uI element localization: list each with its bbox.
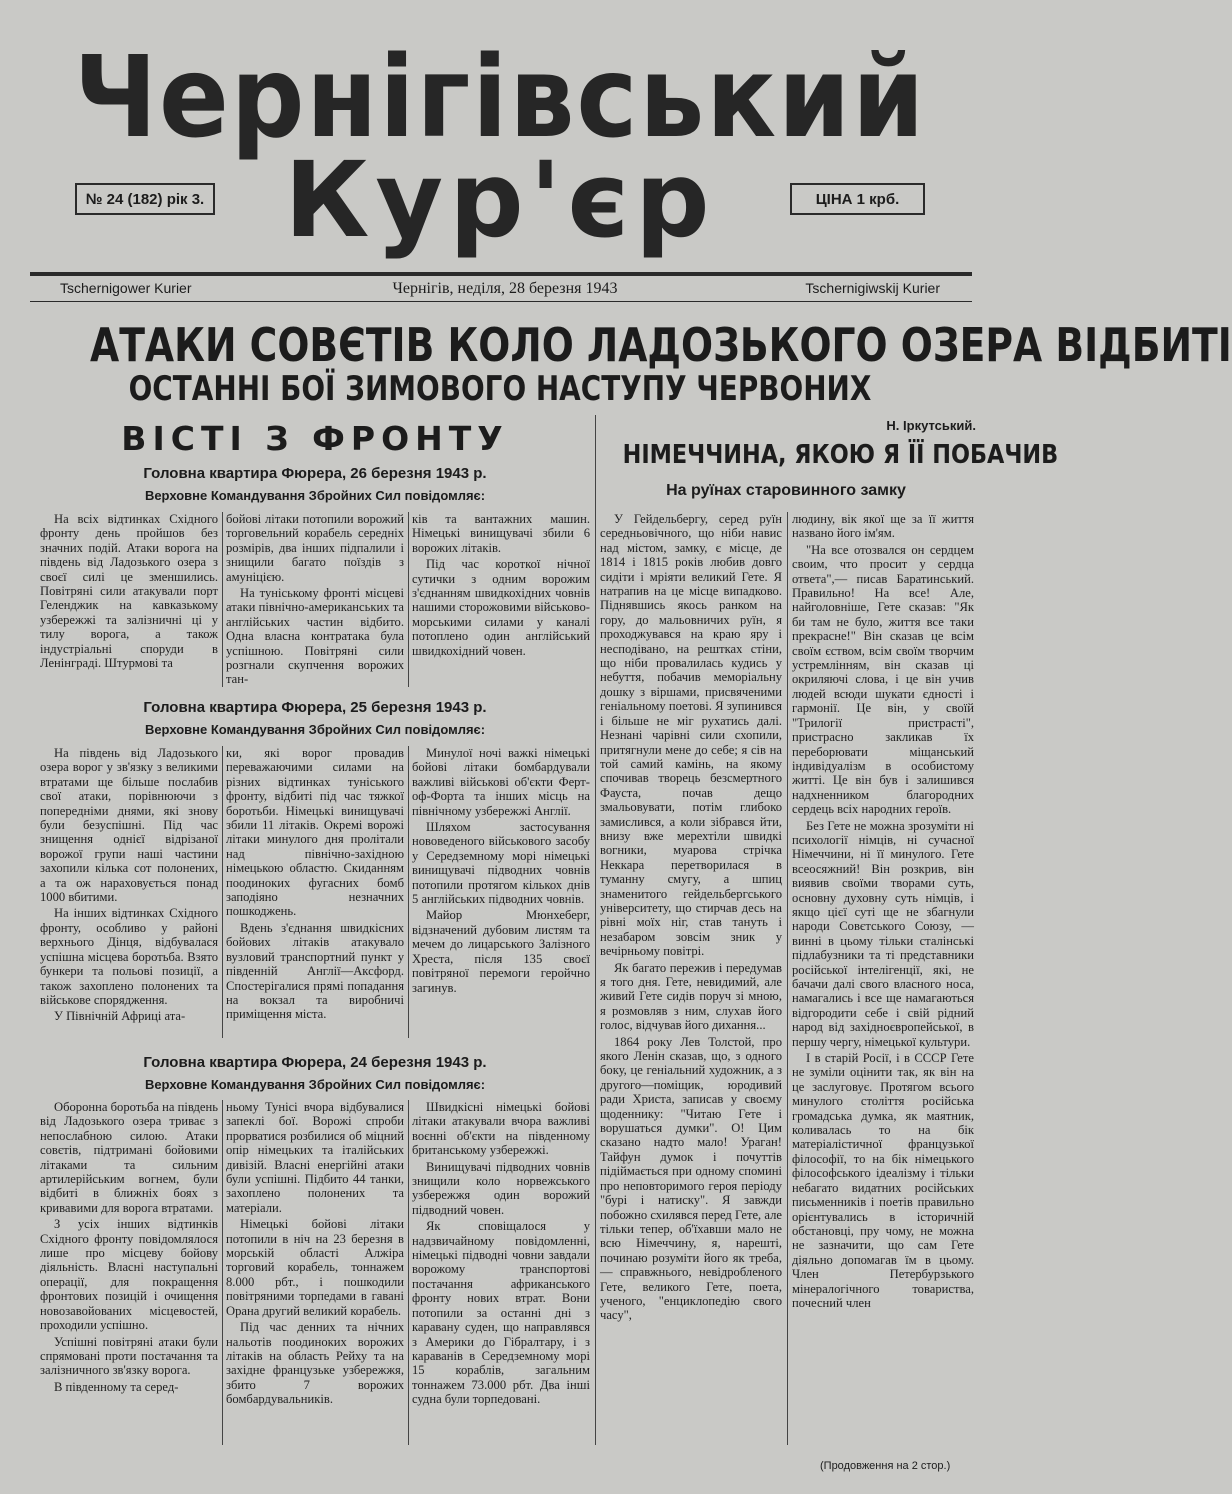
- section-2-col-2: [226, 746, 404, 1038]
- section-1-col-2: [226, 512, 404, 687]
- paragraph: 1864 року Лев Толстой, про якого Ленін сказав, що, з одного боку, це геніальний художник, а з другого—поміщик, юродивий ради Христа, записав у своєму щоденнику: "Читаю Гете і ворушаться думки". О! Цим сказано надто мало! Ураган! Тайфун думок і почуттів підіймається при одному спомині про неповторимого героя періоду "бурі і натиску". Я завжди побожно схилявся перед Гете, але тільки тепер, об'їхавши мало не всю Німеччину, я, нарешті, починаю розуміти його як треба,— справжнього, невідробленого Гете, великого Гете, поета, ученого, "енциклопедію свого часу",: [600, 1034, 782, 1323]
- paragraph: Як багато пережив і передумав я того дня. Гете, невидимий, але живий Гете сидів поруч зі мною, я розмовляв з ним, слухав його голос, відчував його дихання...: [600, 960, 782, 1033]
- column-rule: [408, 1100, 409, 1445]
- paragraph: Швидкісні німецькі бойові літаки атакували вчора важливі воєнні об'єкти на південному британському узбережжі.: [412, 1100, 590, 1158]
- section-2-heading: Головна квартира Фюрера, 25 березня 1943 р.: [143, 699, 487, 716]
- section-2-col-3: [412, 746, 590, 1038]
- section-1-subheading: Верховне Командування Збройних Сил повідомляє:: [144, 488, 486, 503]
- paragraph: В південному та серед-: [54, 1379, 179, 1394]
- paragraph: Минулої ночі важкі німецькі бойові літаки бомбардували важливі військові об'єкти Ферт-оф-Форта та інших місць на північному узбережжі Англії.: [412, 746, 590, 818]
- feature-divider-rule: [595, 415, 596, 1445]
- paragraph: Без Гете не можна зрозуміти ні психології німців, ні сучасної Німеччини, ні її минулого. Гете всеосяжний! Він розкрив, він виявив своїми творами суть, основну духовну суть німців, і якщо цієї суті ще не збагнули народи Совєтського Союзу, — винні в цьому тільки сталінські підлабузники та ті представники російської інтелігенції, які, не бачачи далі свого власного носа, намагались і все ще намагаються відгородити себе і свій рідний народ від західноєвропейської, в першу чергу, німецької культури.: [792, 818, 974, 1049]
- section-1-heading: Головна квартира Фюрера, 26 березня 1943 р.: [143, 465, 487, 482]
- german-title-right: Tschernigiwskij Kurier: [805, 280, 940, 296]
- section-3-col-3: [412, 1100, 590, 1445]
- column-rule: [787, 512, 788, 1445]
- continuation-note: (Продовження на 2 стор.): [820, 1460, 951, 1472]
- price-box: ЦІНА 1 крб.: [790, 183, 925, 215]
- feature-title: НІМЕЧЧИНА, ЯКОЮ Я ЇЇ ПОБАЧИВ: [622, 440, 1059, 470]
- section-2-subheading: Верховне Командування Збройних Сил повідомляє:: [144, 722, 486, 737]
- newspaper-title-line1: Чернігівський: [73, 33, 927, 163]
- feature-col-1: [600, 512, 782, 1447]
- column-rule: [222, 512, 223, 687]
- paragraph: Винищувачі підводних човнів знищили коло норвежського узбережжя один ворожий підводний човен.: [412, 1159, 590, 1217]
- column-rule: [408, 512, 409, 687]
- section-1-col-3: [412, 512, 590, 687]
- paragraph: Як сповіщалося у надзвичайному повідомленні, німецькі підводні човни завдали ворожому транспортові постачання африканського фронту нових втрат. Вони потопили за останні дні з каравану суден, що направлявся з Америки до Гібралтару, і з караванів в Середземному морі 15 кораблів, загальним тоннажем 73.000 рбт. Два інші судна були торпедовані.: [412, 1219, 590, 1407]
- newspaper-title-line2: Кур'єр: [284, 139, 716, 261]
- section-3-col-1: [40, 1100, 218, 1445]
- section-1-col-1: [40, 512, 218, 687]
- paragraph: Німецькі бойові літаки потопили в ніч на 23 березня в морській області Алжіра торговий корабель, тоннажем 8.000 рбт., і пошкодили повітряними торпедами в гавані Орана другий великий корабель.: [226, 1217, 404, 1318]
- paragraph: ки, які ворог провадив переважаючими силами на різних відтинках тунiського фронту, відбиті під час тяжкої боротьби. Німецькі винищувачі збили 11 літаків. Окремі ворожі літаки минулого дня пролітали над північно-західною німецькою областю. Скиданням поодиноких фугасних бомб заподіяно незначних пошкоджень.: [226, 746, 404, 919]
- column-rule: [408, 746, 409, 1038]
- paragraph: Оборонна боротьба на південь від Ладозького озера триває з непослабною силою. Атаки совєтів, підтримані бойовими літаками та сильним артилерійським вогнем, були відбиті в ближніх боях з кривавими для ворога втратами.: [40, 1100, 218, 1215]
- dateline: Чернігів, неділя, 28 березня 1943: [392, 280, 618, 297]
- section-3-subheading: Верховне Командування Збройних Сил повідомляє:: [144, 1077, 486, 1092]
- paragraph: Шляхом застосування нововеденого військового засобу у Середземному морі німецькі винищувачі підводних човнів потопили протягом кількох днів 5 англійських підводних човнів.: [412, 820, 590, 907]
- issue-number-box: № 24 (182) рік 3.: [75, 183, 215, 215]
- german-title-left: Tschernigower Kurier: [60, 280, 192, 296]
- front-news-title: ВІСТІ З ФРОНТУ: [121, 419, 509, 458]
- paragraph: І в старій Росії, і в СССР Гете не зуміли оцінити так, як він на це заслуговує. Протягом всього минулого століття російська громадська думка, як маятник, коливалась то на бік матеріалістичної французької філософії, то на бік німецького філософського ідеалізму і тільки небагато видатних російських письменників і поетів правильно орієнтувались в історичній обстановці, пру чому, не можна не зазначити, що сам Гете діяльно допомагав їм в цьому. Член Петербурзького мінералогічного товариства, почесний член: [792, 1051, 974, 1310]
- paragraph: З усіх інших відтинків Східного фронту повідомлялося лише про місцеву бойову діяльність. Власні наступальні операції, для покращення фронтових позицій і очищення новозавойованих місцевостей, проходили успішно.: [40, 1217, 218, 1333]
- paragraph: На всіх відтинках Східного фронту день пройшов без значних подій. Атаки ворога на південь від Ладозького озера з своєї силі це зменшились. Повітряні сили атакували порт Геленджик на кавказькому узбережжі та залізничні ці у тилу ворога, а також індустріальні споруди в Ленінграді. Штурмові та: [40, 512, 218, 671]
- masthead-rule: [30, 272, 972, 276]
- paragraph: людину, вік якої ще за її життя названо його ім'ям.: [792, 512, 974, 541]
- paragraph: бойові літаки потопили ворожий торговельний корабель середніх розмірів, два інших підпалили і знищили багато поїздів з амуніцією.: [226, 512, 404, 584]
- feature-col-2: [792, 512, 974, 1447]
- paragraph: "На все отозвался он сердцем своим, что просит у сердца ответа",— писав Баратинський. Правильно! На все! Але, найголовніше, Гете сказав: "Як би там не було, життя все таки прекрасне!" Він сказав це всім своїм єством, всім своїм творчим устремлінням, він сказав ці окриляючі слова, і це він учив людей всюди шукати єдності і гармонії. Це він, у своїй "Трилогії пристрасті", пристрасно закликав їх переборювати міщанський індивідуалізм в особистому житті. Це він був і залишився надхненником благородних сердець всіх народних героїв.: [792, 542, 974, 817]
- column-rule: [222, 1100, 223, 1445]
- feature-subtitle: На руїнах старовинного замку: [666, 482, 906, 499]
- section-2-col-1: [40, 746, 218, 1038]
- paragraph: Вдень з'єднання швидкісних бойових літаків атакувало вузловий транспортний пункт у південній Англії—Аксфорд. Спостерігалися прямі попадання на вокзал та виробничі приміщення міста.: [226, 920, 404, 1022]
- sub-headline: ОСТАННІ БОЇ ЗИМОВОГО НАСТУПУ ЧЕРВОНИХ: [128, 369, 872, 409]
- paragraph: Успішні повітряні атаки були спрямовані проти постачання та залізничного зв'язку ворога.: [40, 1334, 218, 1378]
- dateline-rule: [30, 301, 972, 302]
- paragraph: У Північній Африці ата-: [54, 1009, 186, 1024]
- section-3-col-2: [226, 1100, 404, 1445]
- paragraph: ньому Тунісі вчора відбувалися запеклі бої. Ворожі спроби прорватися розбилися об міцний опір німецьких та італійських дивізій. Власні енергійні атаки були успішні. Підбито 44 танки, захоплено полонених та матеріали.: [226, 1100, 404, 1215]
- section-3-heading: Головна квартира Фюрера, 24 березня 1943 р.: [143, 1054, 487, 1071]
- column-rule: [222, 746, 223, 1038]
- paragraph: На інших відтинках Східного фронту, особливо у районі верхнього Дінця, відбувалася успішна місцева боротьба. Взято бункери та польові позиції, а також захоплено полонених та військове спорядження.: [40, 906, 218, 1007]
- paragraph: У Гейдельбергу, серед руїн середньовічного, що ніби навис над містом, замку, є місце, де 1814 і 1815 років любив довго сидіти і мріяти великий Гете. Я натрапив на це місце випадково. Піднявшись якось ранком на гору, до мальовничих руїн, я проходжувався на краю яру і несподівано, на рештках стіни, що ніби провалилась кудись у небуття, побачив меморіальну дошку з віршами, присвяченими геніальному поетові. Я зупинився і більше не міг рухатись далі. Незнані чарівні сили схопили, притягнули мене до себе; я сів на той самий камінь, на якому спочивав творець безсмертного Фауста, почав дещо змальовувати, потім глибоко замислився, а коли зібрався йти, внизу вже мерехтіли швидкі вогники, муарова стрічка Неккара перетворилася в туманну смугу, а шпиц знаменитого гейдельбергського університету, що стирчав десь на рівні моїх ніг, став тануть і незабаром зовсім зник у вечірньому повітрі.: [600, 512, 782, 959]
- main-headline: АТАКИ СОВЄТІВ КОЛО ЛАДОЗЬКОГО ОЗЕРА ВІДБИТІ: [90, 318, 1232, 372]
- paragraph: На тунiському фронті місцеві атаки північно-американських та англійських частин відбито. Одна власна контратака була успішною. Повітряні сили розгнали скупчення ворожих тан-: [226, 586, 404, 687]
- paragraph: Під час денних та нічних нальотів поодиноких ворожих літаків на область Рейху та на західне французьке узбережжя, збито 7 ворожих бомбардувальників.: [226, 1320, 404, 1407]
- paragraph: На південь від Ладозького озера ворог у зв'язку з великими втратами ще більше послабив свої атаки, порівнюючи з попередніми днями, які знову були безуспішні. Під час знищення однієї відрізаної ворожої групи наші частини захопили кілька сот полонених, а та ож нараховується понад 1000 вбитими.: [40, 746, 218, 905]
- paragraph: ків та вантажних машин. Німецькі винищувачі збили 6 ворожих літаків.: [412, 512, 590, 555]
- paragraph: Під час короткої нічної сутички з одним ворожим з'єднанням швидкохідних човнів нашими сторожовими військово-морськими силами у каналі потоплено один англійський швидкохідний човен.: [412, 557, 590, 658]
- paragraph: Майор Мюнхеберг, відзначений дубовим листям та мечем до лицарського Залізного Хреста, після 135 своєї повітряної перемоги геройчно загинув.: [412, 908, 590, 995]
- feature-author: Н. Іркутський.: [886, 418, 976, 433]
